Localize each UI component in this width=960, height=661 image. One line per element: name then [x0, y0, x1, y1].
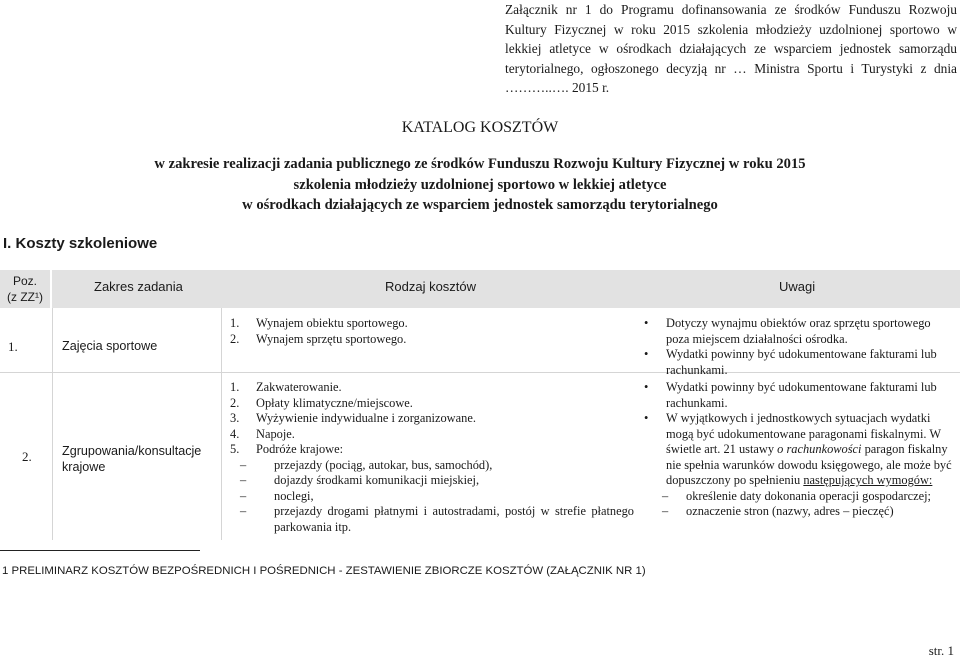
row2-uwagi — [640, 380, 955, 520]
page-title: KATALOG KOSZTÓW — [401, 119, 559, 136]
list-item: 5. Podróże krajowe: — [230, 442, 344, 456]
list-item: 2. Wynajem sprzętu sportowego. — [230, 331, 407, 346]
list-item: 4. Napoje. — [230, 426, 295, 441]
subtitle-line-1: w zakresie realizacji zadania publicznego ze środków Funduszu Rozwoju Kultury Fizycznej w roku 2015 — [154, 156, 806, 172]
row1-uwagi — [640, 316, 955, 378]
header-poz — [0, 270, 50, 308]
travel-item: – noclegi, — [240, 488, 314, 503]
row2-poz: 2. — [22, 449, 32, 464]
header-note: Załącznik nr 1 do Programu dofinansowania ze środków Funduszu Rozwoju Kultury Fizycznej w roku 2015 szkolenia młodzieży uzdolnionej sportowo w lekkiej atletyce w ośrodkach działających ze wsparciem jednostek samorządu terytorialnego, ogłoszonego decyzją nr … Ministra Sportu i Turystyki z dnia ………..…. 2015 r. — [505, 2, 957, 96]
list-item: 2. Opłaty klimatyczne/miejscowe. — [230, 395, 413, 410]
list-item: • Wydatki powinny być udokumentowane fakturami lub rachunkami. — [644, 380, 937, 410]
row2-zakres: Zgrupowania/konsultacje krajowe — [62, 444, 202, 474]
travel-item: – przejazdy (pociąg, autokar, bus, samochód), — [240, 457, 493, 472]
subtitle-line-2: szkolenia młodzieży uzdolnionej sportowo w lekkiej atletyce — [293, 177, 667, 193]
section-title: I. Koszty szkoleniowe — [3, 235, 158, 252]
page-number: str. 1 — [928, 643, 954, 658]
list-item: 1. Zakwaterowanie. — [230, 380, 342, 394]
travel-item: – przejazdy drogami płatnymi i autostradami, postój w strefie płatnego parkowania itp. — [240, 504, 634, 534]
row2-rodzaj — [230, 380, 634, 535]
list-item: • W wyjątkowych i jednostkowych sytuacjach wydatki mogą być udokumentowane paragonami fiskalnymi. W świetle art. 21 ustawy o rachunkowości paragon fiskalny nie spełnia warunków dowodu księgowego, ale może być dopuszczony po spełnieniu następujących wymogów: — [644, 411, 952, 487]
header-rodzaj: Rodzaj kosztów — [385, 279, 477, 294]
italic-text: o rachunkowości — [777, 442, 862, 456]
condition-item: – oznaczenie stron (nazwy, adres – pieczęć) — [662, 504, 894, 518]
row1-zakres: Zajęcia sportowe — [62, 339, 158, 353]
col-separator — [52, 308, 53, 540]
underlined-text: następujących wymogów: — [803, 473, 933, 487]
col-separator — [221, 308, 222, 540]
list-item: 1. Wynajem obiektu sportowego. — [230, 316, 408, 330]
header-row — [52, 270, 960, 308]
header-poz-ref: (z ZZ¹) — [7, 290, 43, 304]
header-poz-label: Poz. — [12, 274, 37, 288]
header-zakres: Zakres zadania — [94, 279, 183, 294]
row1-poz: 1. — [8, 339, 18, 354]
list-item: • Dotyczy wynajmu obiektów oraz sprzętu sportowego poza miejscem działalności ośrodka. — [644, 316, 931, 346]
footnote: 1 PRELIMINARZ KOSZTÓW BEZPOŚREDNICH I POŚREDNICH - ZESTAWIENIE ZBIORCZE KOSZTÓW (ZAŁĄCZNIK NR 1) — [2, 565, 646, 577]
footnote-divider — [0, 550, 200, 551]
travel-item: – dojazdy środkami komunikacji miejskiej, — [240, 473, 480, 487]
row1-rodzaj — [230, 316, 620, 347]
list-item: 3. Wyżywienie indywidualne i zorganizowane. — [230, 411, 476, 425]
condition-item: – określenie daty dokonania operacji gospodarczej; — [662, 488, 931, 503]
subtitle-line-3: w ośrodkach działających ze wsparciem jednostek samorządu terytorialnego — [242, 197, 718, 213]
header-uwagi: Uwagi — [779, 279, 816, 294]
list-item: • Wydatki powinny być udokumentowane fakturami lub rachunkami. — [644, 347, 937, 377]
